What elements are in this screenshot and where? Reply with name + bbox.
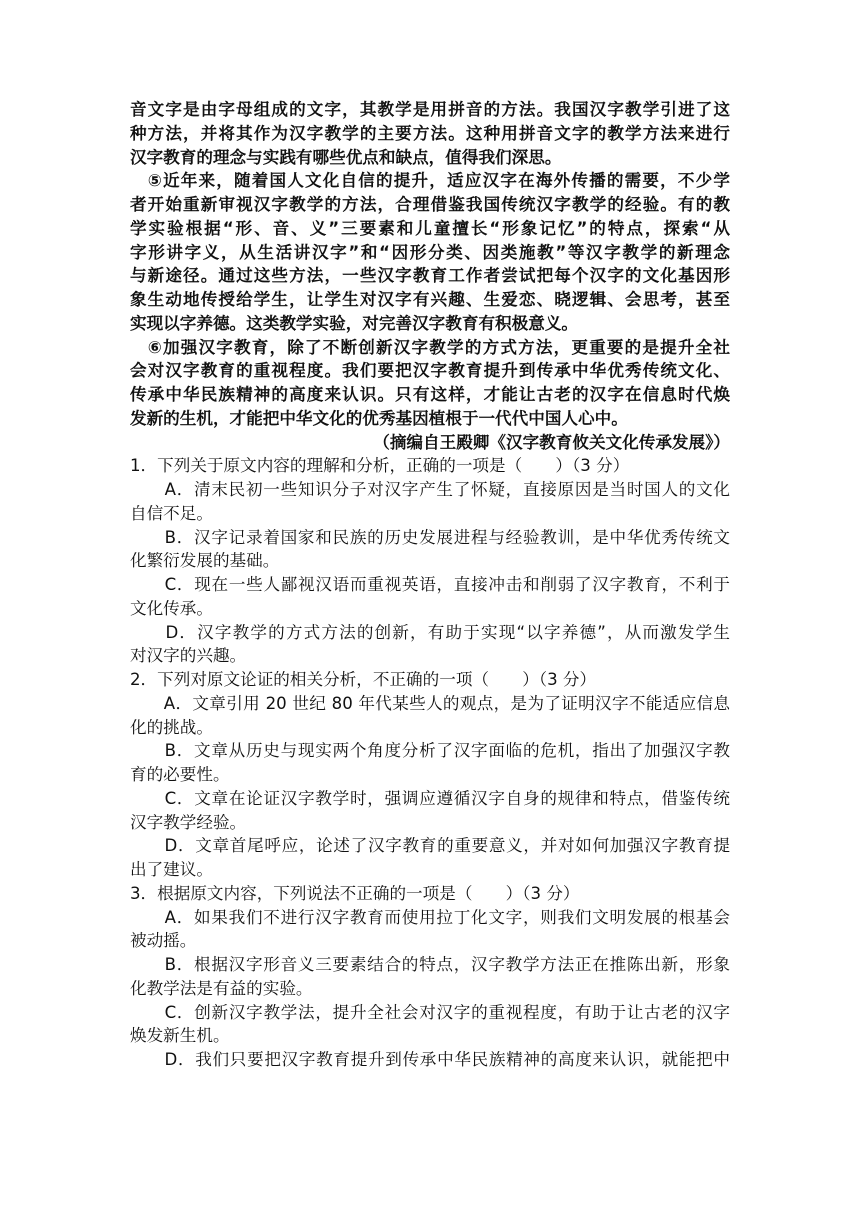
answer-option: D．我们只要把汉字教育提升到传承中华民族精神的高度来认识，就能把中 [130,1050,730,1069]
passage-line: 音文字是由字母组成的文字，其教学是用拼音的方法。我国汉字教学引进了这 [130,100,730,119]
question-stem: 1．下列关于原文内容的理解和分析，正确的一项是（ ）（3 分） [130,456,630,475]
answer-option-continued: 化的挑战。 [130,718,213,737]
passage-line: 象生动地传授给学生，让学生对汉字有兴趣、生爱恋、晓逻辑、会思考，甚至 [130,290,730,309]
answer-option-continued: 汉字教学经验。 [130,813,247,832]
passage-line: ⑥加强汉字教育，除了不断创新汉字教学的方式方法，更重要的是提升全社 [130,338,730,357]
passage-line: 发新的生机，才能把中华文化的优秀基因植根于一代代中国人心中。 [130,409,628,428]
passage-line: 会对汉字教育的重视程度。我们要把汉字教育提升到传承中华优秀传统文化、 [130,361,730,380]
answer-option-continued: 文化传承。 [130,599,213,618]
passage-line: 字形讲字义，从生活讲汉字”和“因形分类、因类施教”等汉字教学的新理念 [130,243,730,262]
answer-option-continued: 自信不足。 [130,504,213,523]
passage-line: ⑤近年来，随着国人文化自信的提升，适应汉字在海外传播的需要，不少学 [130,171,730,190]
passage-line: 传承中华民族精神的高度来认识。只有这样，才能让古老的汉字在信息时代焕 [130,385,730,404]
passage-line: 实现以字养德。这类教学实验，对完善汉字教育有积极意义。 [130,314,579,333]
answer-option: A．清末民初一些知识分子对汉字产生了怀疑，直接原因是当时国人的文化 [130,480,730,499]
passage-line: 者开始重新审视汉字教学的方法，合理借鉴我国传统汉字教学的经验。有的教 [130,195,730,214]
answer-option: B．文章从历史与现实两个角度分析了汉字面临的危机，指出了加强汉字教 [130,741,730,760]
passage-line: 汉字教育的理念与实践有哪些优点和缺点，值得我们深思。 [130,148,562,167]
answer-option-continued: 对汉字的兴趣。 [130,646,247,665]
answer-option: B．汉字记录着国家和民族的历史发展进程与经验教训，是中华优秀传统文 [130,528,730,547]
answer-option: A．文章引用 20 世纪 80 年代某些人的观点，是为了证明汉字不能适应信息 [130,694,730,713]
answer-option: A．如果我们不进行汉字教育而使用拉丁化文字，则我们文明发展的根基会 [130,908,730,927]
answer-option: D．文章首尾呼应，论述了汉字教育的重要意义，并对如何加强汉字教育提 [130,836,730,855]
passage-line: 与新途径。通过这些方法，一些汉字教育工作者尝试把每个汉字的文化基因形 [130,266,730,285]
answer-option: C．文章在论证汉字教学时，强调应遵循汉字自身的规律和特点，借鉴传统 [130,789,730,808]
source-citation: （摘编自王殿卿《汉字教育攸关文化传承发展》） [373,433,730,452]
answer-option-continued: 出了建议。 [130,860,213,879]
answer-option-continued: 被动摇。 [130,931,197,950]
answer-option-continued: 化繁衍发展的基础。 [130,551,280,570]
passage-line: 学实验根据“形、音、义”三要素和儿童擅长“形象记忆”的特点，探索“从 [130,219,730,238]
answer-option: C．创新汉字教学法，提升全社会对汉字的重视程度，有助于让古老的汉字 [130,1003,730,1022]
answer-option-continued: 育的必要性。 [130,765,230,784]
answer-option: C．现在一些人鄙视汉语而重视英语，直接冲击和削弱了汉字教育，不利于 [130,575,730,594]
answer-option: B．根据汉字形音义三要素结合的特点，汉字教学方法正在推陈出新，形象 [130,955,730,974]
answer-option-continued: 化教学法是有益的实验。 [130,979,313,998]
question-stem: 3．根据原文内容，下列说法不正确的一项是（ ）（3 分） [130,884,580,903]
passage-line: 种方法，并将其作为汉字教学的主要方法。这种用拼音文字的教学方法来进行 [130,124,730,143]
question-stem: 2．下列对原文论证的相关分析，不正确的一项（ ）（3 分） [130,670,597,689]
answer-option-continued: 焕发新生机。 [130,1026,230,1045]
answer-option: D．汉字教学的方式方法的创新，有助于实现“以字养德”，从而激发学生 [130,623,730,642]
